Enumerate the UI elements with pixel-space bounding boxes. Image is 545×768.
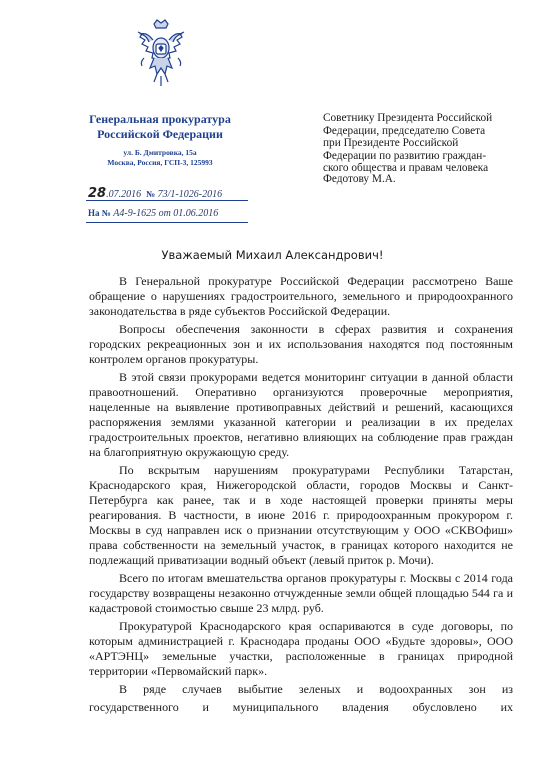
paragraph: По вскрытым нарушениям прокуратурами Республики Татарстан, Краснодарского края, Нижегородской области, городов Москвы и Санкт-Петербурга как ранее, так и в ходе настоящей проверки приняты меры реагирования. В частности, в июне 2016 г. природоохранным прокурором г. Москвы в суд направлен иск о признании отсутствующим у ООО «СКВОфиш» права собственности на земельный участок, в границах которого находится не подлежащий приватизации водный объект (левый приток р. Мочи). [89,463,513,567]
sender-address-line1: ул. Б. Дмитровка, 15а [123,148,197,157]
sender-name-line1: Генеральная прокуратура [89,112,231,126]
recipient-name: Федотову М.А. [323,173,396,185]
salutation: Уважаемый Михаил Александрович! [161,248,384,262]
outgoing-number-line [88,186,222,201]
number-underline [86,200,248,201]
date-rest: .07.2016 [106,189,142,200]
paragraph: В Генеральной прокуратуре Российской Федерации рассмотрено Ваше обращение о нарушениях градостроительного, земельного и природоохранного законодательства в ряде субъектов Российской Федерации. [89,274,513,318]
letter-body [89,274,513,700]
sender-address-line2: Москва, Россия, ГСП-3, 125993 [107,158,213,167]
reference-value: А4-9-1625 от 01.06.2016 [113,208,219,219]
sender-name-line2: Российской Федерации [97,127,223,141]
paragraph: В ряде случаев выбытие зеленых и водоохранных зон из [119,682,513,696]
reference-number-line [88,208,218,219]
paragraph-continuation: государственного и муниципального владения обусловлено их [89,700,513,714]
recipient-line5: ского общества и правам человека [323,162,489,174]
number-label: № [146,189,156,199]
paragraph: Вопросы обеспечения законности в сферах развития и сохранения городских рекреационных зон и их использования находятся под постоянным контролем органов прокуратуры. [89,322,513,366]
outgoing-number: 73/1-1026-2016 [157,189,223,200]
paragraph: Всего по итогам вмешательства органов прокуратуры г. Москвы с 2014 года государству возвращены незаконно отчужденные земли общей площадью 544 га и кадастровой стоимостью свыше 23 млрд. руб. [89,571,513,615]
sender-organization-name [70,112,250,142]
recipient-line1: Советнику Президента Российской [323,112,493,124]
recipient-line4: Федерации по развитию граждан- [323,149,487,162]
recipient-line2: Федерации, председателю Совета [323,124,486,137]
paragraph: В этой связи прокурорами ведется мониторинг ситуации в данной области правоотношений. Оперативно организуются проверочные мероприятия, нацеленные на выявление противоправных действий и решений, касающихся распоряжения землями указанной категории и реализации в их пределах градостроительных проектов, негативно влияющих на соблюдение прав граждан на благоприятную окружающую среду. [89,370,513,459]
sender-address [70,148,250,168]
date-day-handwritten: 28 [88,186,107,201]
reference-label: На № [88,208,111,218]
double-headed-eagle-emblem-icon [132,18,190,90]
reference-underline [86,222,248,223]
recipient-line3: при Президенте Российской [323,137,459,149]
recipient-title [323,112,528,175]
paragraph: Прокуратурой Краснодарского края оспариваются в суде договоры, по которым администрацией г. Краснодара проданы ООО «Будьте здоровы», ООО «АРТЭНЦ» земельные участки, расположенные в границах природной территории «Первомайский парк». [89,619,513,678]
